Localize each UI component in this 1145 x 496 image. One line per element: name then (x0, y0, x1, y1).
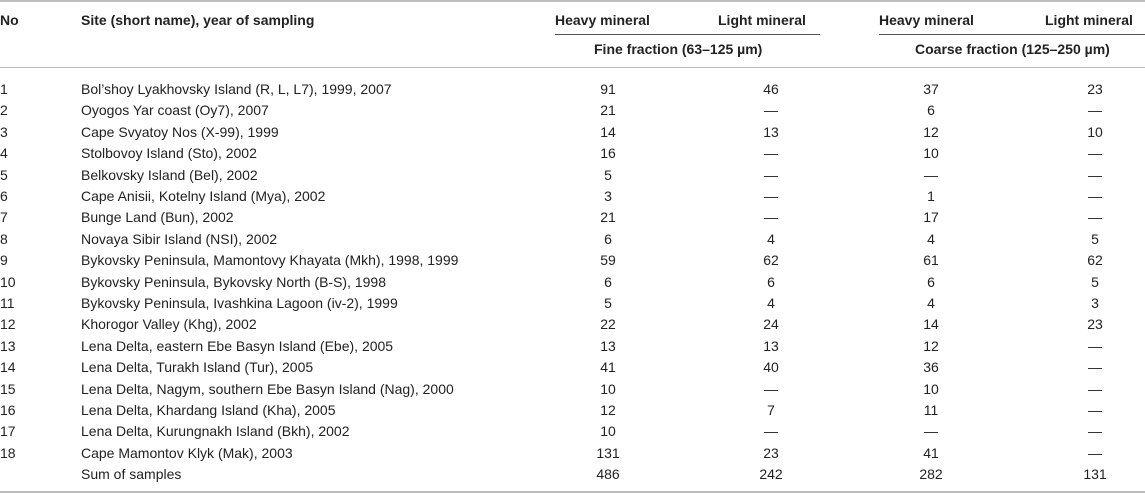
fine-heavy-count: 5 (604, 166, 612, 183)
table-row (0, 250, 1145, 271)
site-name: Lena Delta, Turakh Island (Tur), 2005 (81, 359, 314, 376)
coarse-heavy-count: 6 (927, 273, 935, 290)
fine-heavy-count: 6 (604, 230, 612, 247)
coarse-heavy-count: 36 (923, 359, 939, 376)
header-fine-heavy: Heavy mineral (555, 12, 650, 28)
coarse-fraction-rule (879, 34, 1145, 35)
fine-light-count: 46 (763, 81, 779, 97)
coarse-light-count: — (1088, 188, 1102, 204)
fine-light-count: 4 (767, 295, 775, 311)
site-name: Lena Delta, Khardang Island (Kha), 2005 (81, 402, 336, 418)
site-name: Oyogos Yar coast (Oy7), 2007 (81, 102, 269, 119)
fine-light-count: 13 (763, 123, 779, 140)
row-number: 18 (0, 444, 16, 461)
fine-light-count: 23 (763, 444, 779, 461)
fine-light-count: 242 (759, 466, 783, 483)
coarse-heavy-count: 282 (919, 466, 943, 483)
row-number: 10 (0, 273, 16, 290)
row-number: 17 (0, 423, 16, 440)
site-name: Sum of samples (81, 466, 182, 483)
fine-heavy-count: 10 (600, 423, 616, 440)
table-row (0, 336, 1145, 357)
table-row (0, 165, 1145, 186)
row-number: 3 (0, 123, 8, 140)
coarse-heavy-count: 17 (923, 209, 939, 226)
site-name: Cape Anisii, Kotelny Island (Mya), 2002 (81, 188, 326, 204)
site-name: Bol’shoy Lyakhovsky Island (R, L, L7), 1999, 2007 (81, 81, 392, 97)
site-name: Bykovsky Peninsula, Bykovsky North (B-S), 1998 (81, 273, 387, 290)
row-number: 2 (0, 102, 8, 119)
table-row (0, 421, 1145, 442)
coarse-light-count: 5 (1091, 230, 1099, 247)
coarse-light-count: — (1088, 444, 1102, 461)
fine-heavy-count: 21 (600, 102, 616, 119)
fine-light-count: 6 (767, 273, 775, 290)
fine-light-count: 24 (763, 316, 779, 333)
fine-heavy-count: 5 (604, 295, 612, 311)
fine-heavy-count: 6 (604, 273, 612, 290)
row-number: 7 (0, 209, 8, 226)
row-number: 14 (0, 359, 16, 376)
coarse-light-count: 62 (1087, 252, 1103, 269)
site-name: Bykovsky Peninsula, Ivashkina Lagoon (iv-2), 1999 (81, 295, 398, 311)
fine-heavy-count: 21 (600, 209, 616, 226)
fine-light-count: — (764, 423, 778, 440)
table-row (0, 443, 1145, 464)
fine-heavy-count: 10 (600, 380, 616, 397)
site-name: Bykovsky Peninsula, Mamontovy Khayata (Mkh), 1998, 1999 (81, 252, 459, 269)
coarse-heavy-count: 12 (923, 337, 939, 354)
sum-row (0, 464, 1145, 485)
table-row (0, 122, 1145, 143)
table-row (0, 400, 1145, 421)
header-site: Site (short name), year of sampling (81, 12, 315, 28)
row-number: 9 (0, 252, 8, 269)
table-row (0, 357, 1145, 378)
fine-light-count: 4 (767, 230, 775, 247)
fine-heavy-count: 91 (600, 81, 616, 97)
coarse-heavy-count: 41 (923, 444, 939, 461)
site-name: Cape Svyatoy Nos (X-99), 1999 (81, 123, 279, 140)
coarse-light-count: 5 (1091, 273, 1099, 290)
fine-fraction-rule (555, 34, 820, 35)
coarse-heavy-count: — (924, 166, 938, 183)
coarse-heavy-count: 1 (927, 188, 935, 204)
row-number: 12 (0, 316, 16, 333)
table-row (0, 314, 1145, 335)
site-name: Cape Mamontov Klyk (Mak), 2003 (81, 444, 293, 461)
header-fine-fraction: Fine fraction (63–125 µm) (594, 41, 763, 57)
coarse-heavy-count: 61 (923, 252, 939, 269)
fine-light-count: — (764, 166, 778, 183)
coarse-light-count: — (1088, 423, 1102, 440)
row-number: 15 (0, 380, 16, 397)
fine-light-count: — (764, 145, 778, 162)
coarse-light-count: — (1088, 402, 1102, 418)
fine-light-count: — (764, 380, 778, 397)
header-coarse-light: Light mineral (1045, 12, 1133, 28)
coarse-heavy-count: — (924, 423, 938, 440)
site-name: Stolbovoy Island (Sto), 2002 (81, 145, 257, 162)
fine-heavy-count: 14 (600, 123, 616, 140)
site-name: Bunge Land (Bun), 2002 (81, 209, 234, 226)
coarse-heavy-count: 4 (927, 295, 935, 311)
coarse-light-count: — (1088, 145, 1102, 162)
table-row (0, 79, 1145, 100)
fine-light-count: — (764, 209, 778, 226)
table-row (0, 100, 1145, 121)
table-row (0, 143, 1145, 164)
row-number: 16 (0, 402, 16, 418)
fine-light-count: 62 (763, 252, 779, 269)
fine-light-count: — (764, 188, 778, 204)
fine-heavy-count: 41 (600, 359, 616, 376)
coarse-light-count: — (1088, 380, 1102, 397)
fine-heavy-count: 59 (600, 252, 616, 269)
coarse-heavy-count: 10 (923, 380, 939, 397)
table-row (0, 229, 1145, 250)
coarse-light-count: — (1088, 337, 1102, 354)
coarse-heavy-count: 12 (923, 123, 939, 140)
fine-light-count: — (764, 102, 778, 119)
fine-heavy-count: 131 (596, 444, 620, 461)
coarse-heavy-count: 10 (923, 145, 939, 162)
fine-heavy-count: 22 (600, 316, 616, 333)
table-row (0, 186, 1145, 207)
header-rule (0, 67, 1145, 68)
coarse-heavy-count: 37 (923, 81, 939, 97)
site-name: Lena Delta, Kurungnakh Island (Bkh), 2002 (81, 423, 350, 440)
coarse-light-count: — (1088, 359, 1102, 376)
fine-heavy-count: 16 (600, 145, 616, 162)
row-number: 5 (0, 166, 8, 183)
coarse-light-count: 23 (1087, 316, 1103, 333)
bottom-rule (0, 491, 1145, 493)
header-no: No (0, 12, 19, 28)
fine-light-count: 7 (767, 402, 775, 418)
site-name: Khorogor Valley (Khg), 2002 (81, 316, 257, 333)
fine-heavy-count: 486 (596, 466, 620, 483)
row-number: 6 (0, 188, 8, 204)
coarse-heavy-count: 4 (927, 230, 935, 247)
site-name: Belkovsky Island (Bel), 2002 (81, 166, 258, 183)
row-number: 8 (0, 230, 8, 247)
row-number: 13 (0, 337, 16, 354)
table-row (0, 293, 1145, 314)
coarse-light-count: 10 (1087, 123, 1103, 140)
row-number: 1 (0, 81, 8, 97)
site-name: Novaya Sibir Island (NSI), 2002 (81, 230, 278, 247)
coarse-heavy-count: 11 (923, 402, 939, 418)
fine-light-count: 40 (763, 359, 779, 376)
fine-heavy-count: 3 (604, 188, 612, 204)
table-row (0, 207, 1145, 228)
header-fine-light: Light mineral (718, 12, 806, 28)
top-rule (0, 0, 1145, 2)
table-row (0, 379, 1145, 400)
coarse-light-count: — (1088, 102, 1102, 119)
site-name: Lena Delta, Nagym, southern Ebe Basyn Island (Nag), 2000 (81, 380, 454, 397)
coarse-light-count: 3 (1091, 295, 1099, 311)
fine-heavy-count: 12 (600, 402, 616, 418)
fine-heavy-count: 13 (600, 337, 616, 354)
site-name: Lena Delta, eastern Ebe Basyn Island (Ebe), 2005 (81, 337, 394, 354)
row-number: 4 (0, 145, 8, 162)
coarse-heavy-count: 14 (923, 316, 939, 333)
coarse-light-count: — (1088, 166, 1102, 183)
coarse-light-count: 131 (1083, 466, 1107, 483)
coarse-light-count: 23 (1087, 81, 1103, 97)
table-row (0, 272, 1145, 293)
coarse-light-count: — (1088, 209, 1102, 226)
header-coarse-heavy: Heavy mineral (879, 12, 974, 28)
fine-light-count: 13 (763, 337, 779, 354)
coarse-heavy-count: 6 (927, 102, 935, 119)
row-number: 11 (0, 295, 15, 311)
header-coarse-fraction: Coarse fraction (125–250 µm) (915, 41, 1110, 57)
